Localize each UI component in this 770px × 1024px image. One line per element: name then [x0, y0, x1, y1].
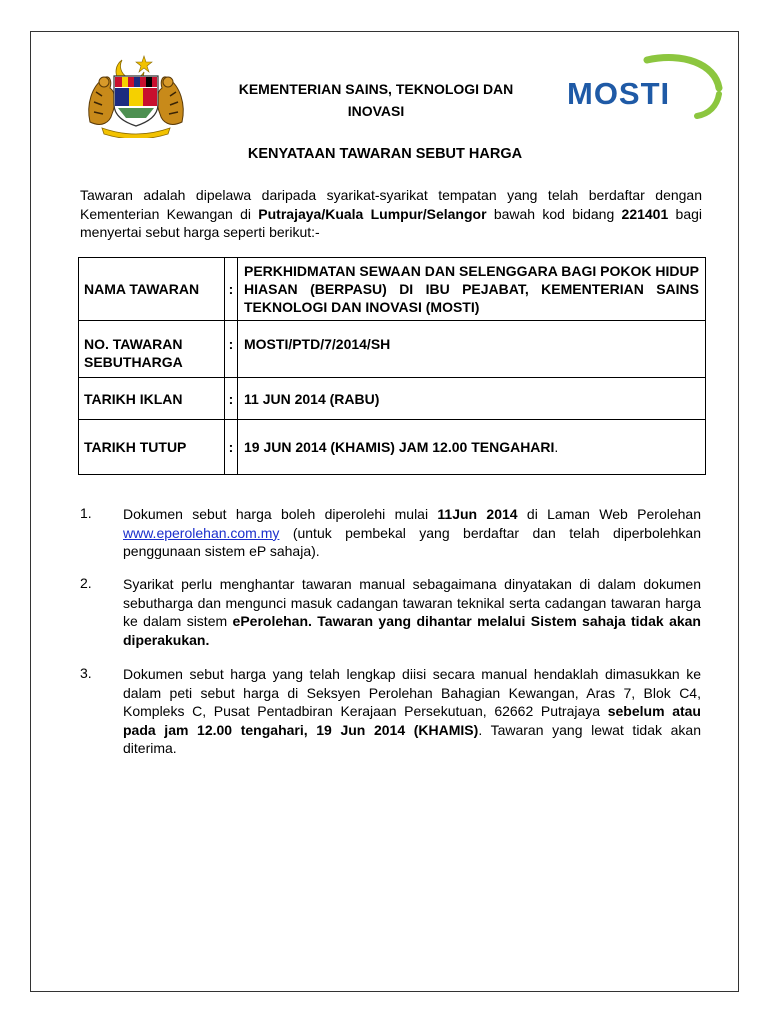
row-colon: : [225, 258, 238, 321]
row-value: MOSTI/PTD/7/2014/SH [238, 321, 706, 378]
eperolehan-link[interactable]: www.eperolehan.com.my [123, 524, 280, 541]
item-number: 3. [80, 665, 92, 681]
row-label: NAMA TAWARAN [79, 258, 225, 321]
row-colon: : [225, 420, 238, 475]
ministry-name-line1: KEMENTERIAN SAINS, TEKNOLOGI DAN [238, 81, 514, 97]
mosti-logo-text: MOSTI [567, 76, 671, 111]
intro-paragraph: Tawaran adalah dipelawa daripada syarikat-syarikat tempatan yang telah berdaftar dengan Kementerian Kewangan di Putrajaya/Kuala Lumpur/Selangor bawah kod bidang 221401 bagi menyertai sebut harga seperti berikut:- [80, 187, 703, 240]
coat-of-arms-icon [82, 52, 190, 138]
table-row [79, 420, 706, 475]
table-row [79, 378, 706, 420]
table-row [79, 321, 706, 378]
item-number: 2. [80, 575, 92, 591]
row-label: TARIKH IKLAN [79, 378, 225, 420]
row-colon: : [225, 321, 238, 378]
document-title: KENYATAAN TAWARAN SEBUT HARGA [247, 146, 523, 162]
table-row [79, 258, 706, 321]
row-label: NO. TAWARAN SEBUTHARGA [79, 321, 225, 378]
ministry-name [190, 78, 562, 122]
row-label: TARIKH TUTUP [79, 420, 225, 475]
mosti-logo [565, 54, 723, 120]
tender-info-table [78, 257, 706, 475]
list-item: Dokumen sebut harga boleh diperolehi mulai 11Jun 2014 di Laman Web Perolehan www.eperolehan.com.my (untuk pembekal yang berdaftar dan telah diperbolehkan penggunaan sistem eP sahaja). [123, 506, 701, 559]
row-value: 19 JUN 2014 (KHAMIS) JAM 12.00 TENGAHARI. [238, 420, 706, 475]
list-item: Dokumen sebut harga yang telah lengkap diisi secara manual hendaklah dimasukkan ke dalam peti sebut harga di Seksyen Perolehan Bahagian Kewangan, Aras 7, Blok C4, Kompleks C, Pusat Pentadbiran Kerajaan Persekutuan, 62662 Putrajaya sebelum atau pada jam 12.00 tengahari, 19 Jun 2014 (KHAMIS). Tawaran yang lewat tidak akan diterima. [123, 666, 701, 756]
list-item: Syarikat perlu menghantar tawaran manual sebagaimana dinyatakan di dalam dokumen sebutharga dan mengunci masuk cadangan tawaran teknikal serta cadangan tawaran harga ke dalam sistem ePerolehan. Tawaran yang dihantar melalui Sistem sahaja tidak akan diperakukan. [123, 576, 701, 648]
row-value: 11 JUN 2014 (RABU) [238, 378, 706, 420]
row-colon: : [225, 378, 238, 420]
ministry-name-line2: INOVASI [347, 103, 405, 119]
item-number: 1. [80, 505, 92, 521]
row-value: PERKHIDMATAN SEWAAN DAN SELENGGARA BAGI POKOK HIDUP HIASAN (BERPASU) DI IBU PEJABAT, KEMENTERIAN SAINS TEKNOLOGI DAN INOVASI (MOSTI) [238, 258, 706, 321]
